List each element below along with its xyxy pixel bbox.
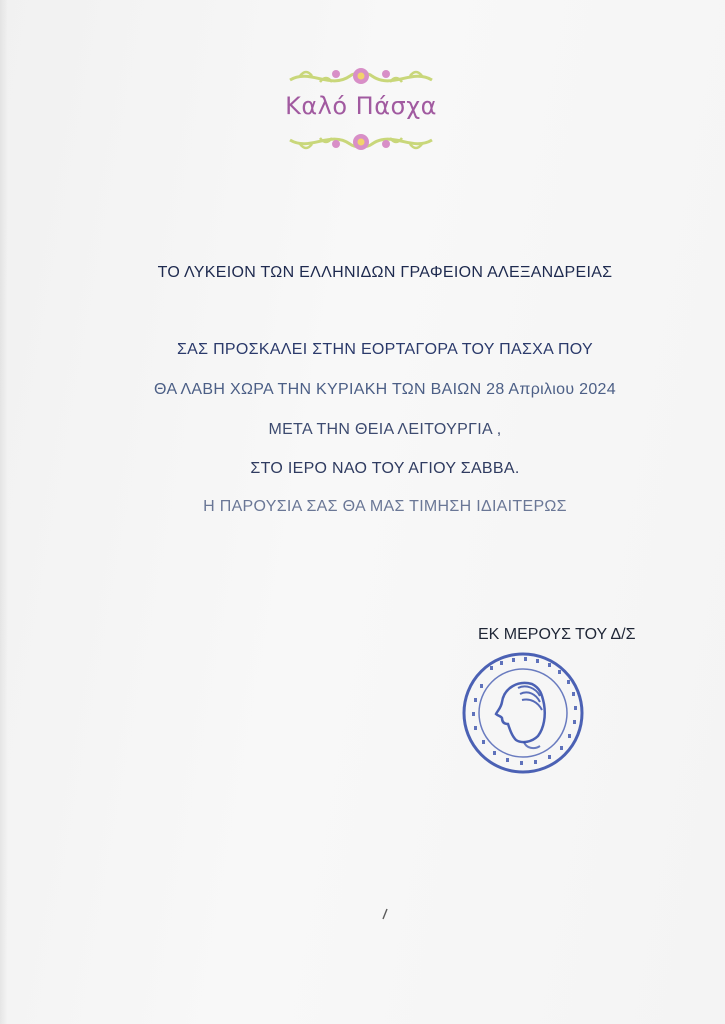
signoff-text: ΕΚ ΜΕΡΟΥΣ ΤΟΥ Δ/Σ	[478, 626, 636, 643]
invitation-line: ΘΑ ΛΑΒΗ ΧΩΡΑ ΤΗΝ ΚΥΡΙΑΚΗ ΤΩΝ ΒΑΙΩΝ 28 Απριλιου 2024	[154, 381, 616, 398]
invitation-line: ΣΤΟ ΙΕΡΟ ΝΑΟ ΤΟΥ ΑΓΙΟΥ ΣΑΒΒΑ.	[250, 460, 520, 477]
pen-mark-icon	[382, 908, 388, 920]
official-stamp-icon	[460, 650, 586, 776]
invitation-line: ΣΑΣ ΠΡΟΣΚΑΛΕΙ ΣΤΗΝ ΕΟΡΤΑΓΟΡΑ ΤΟΥ ΠΑΣΧΑ ΠΟΥ	[176, 341, 594, 358]
page-edge-shadow	[0, 0, 8, 1024]
letter-heading: ΤΟ ΛΥΚΕΙΟΝ ΤΩΝ ΕΛΛΗΝΙΔΩΝ ΓΡΑΦΕΙΟΝ ΑΛΕΞΑΝΔΡΕΙΑΣ	[157, 264, 613, 281]
invitation-line: Η ΠΑΡΟΥΣΙΑ ΣΑΣ ΘΑ ΜΑΣ ΤΙΜΗΣΗ ΙΔΙΑΙΤΕΡΩΣ	[203, 498, 567, 515]
easter-logo	[270, 62, 452, 158]
invitation-line: ΜΕΤΑ ΤΗΝ ΘΕΙΑ ΛΕΙΤΟΥΡΓΙΑ ,	[268, 421, 502, 438]
logo-text: Καλό Πάσχα	[285, 92, 437, 120]
